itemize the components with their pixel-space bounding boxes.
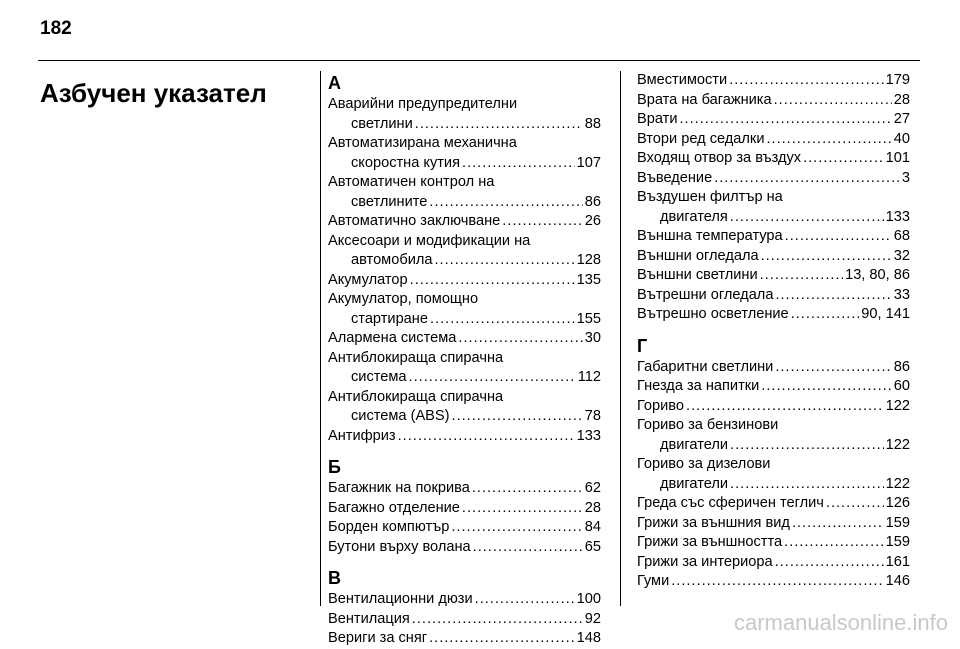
dot-leader bbox=[775, 553, 884, 573]
index-entry-page: 122 bbox=[885, 475, 910, 492]
index-entry bbox=[637, 305, 910, 325]
dot-leader bbox=[502, 212, 582, 232]
dot-leader bbox=[714, 169, 900, 189]
index-entry-page: 86 bbox=[584, 193, 601, 210]
index-entry-term: Антифриз bbox=[328, 427, 396, 444]
index-entry-page: 65 bbox=[584, 538, 601, 555]
index-entry-term: Багажно отделение bbox=[328, 499, 460, 516]
dot-leader bbox=[462, 154, 575, 174]
index-entry bbox=[637, 130, 910, 150]
dot-leader bbox=[730, 475, 884, 495]
index-entry-term: Антиблокираща спирачна bbox=[328, 349, 504, 366]
dot-leader bbox=[729, 71, 884, 91]
index-column-2 bbox=[637, 71, 910, 592]
index-entry-page: 133 bbox=[885, 208, 910, 225]
index-entry bbox=[637, 188, 910, 227]
index-entry-page: 86 bbox=[893, 358, 910, 375]
index-entry-page: 90, 141 bbox=[861, 306, 910, 322]
dot-leader bbox=[472, 479, 583, 499]
dot-leader bbox=[775, 358, 891, 378]
dot-leader bbox=[679, 110, 891, 130]
index-entry bbox=[637, 553, 910, 573]
dot-leader bbox=[415, 115, 583, 135]
index-entry-page: 159 bbox=[885, 514, 910, 531]
index-entry-page: 33 bbox=[893, 286, 910, 303]
index-entry-term: Алармена система bbox=[328, 330, 457, 346]
index-entry-term: Автоматичен контрол на bbox=[328, 174, 495, 190]
index-entry-page: 100 bbox=[576, 591, 601, 607]
index-entry bbox=[328, 95, 601, 134]
index-entry-page: 26 bbox=[584, 213, 601, 229]
index-entry bbox=[328, 349, 601, 388]
index-entry-term: Врата на багажника bbox=[637, 91, 772, 108]
dot-leader bbox=[409, 368, 576, 388]
index-entry-page: 32 bbox=[893, 247, 910, 264]
index-entry-term: Въведение bbox=[637, 169, 713, 186]
index-entry bbox=[328, 590, 601, 610]
index-entry bbox=[637, 572, 910, 592]
index-entry-term: Гориво за бензинови bbox=[637, 417, 779, 433]
index-entry-term: Грижи за външността bbox=[637, 534, 783, 550]
dot-leader bbox=[429, 629, 575, 649]
index-entry-term-continued: автомобила bbox=[351, 252, 433, 268]
index-letter-heading: А bbox=[328, 73, 341, 93]
index-entry-term: Въздушен филтър на bbox=[637, 189, 783, 205]
index-entry-page: 122 bbox=[885, 397, 910, 414]
dot-leader bbox=[429, 193, 582, 213]
index-entry bbox=[328, 610, 601, 630]
index-entry bbox=[637, 91, 910, 111]
index-entry bbox=[637, 247, 910, 267]
dot-leader bbox=[458, 329, 582, 349]
index-entry bbox=[328, 212, 601, 232]
index-entry bbox=[328, 232, 601, 271]
index-entry-term: Акумулатор, помощно bbox=[328, 291, 479, 307]
index-entry bbox=[637, 358, 910, 378]
index-entry-page: 62 bbox=[584, 480, 601, 496]
index-entry-term: Гуми bbox=[637, 573, 670, 589]
dot-leader bbox=[434, 251, 574, 271]
index-entry bbox=[328, 499, 601, 519]
index-entry-term: Габаритни светлини bbox=[637, 358, 774, 375]
index-entry-term: Гнезда за напитки bbox=[637, 378, 760, 394]
index-entry-term-continued: светлини bbox=[351, 115, 413, 132]
index-entry-term-continued: скоростна кутия bbox=[351, 154, 460, 171]
index-entry-term: Аксесоари и модификации на bbox=[328, 232, 531, 249]
index-entry-page: 126 bbox=[885, 495, 910, 511]
dot-leader bbox=[803, 149, 884, 169]
dot-leader bbox=[430, 310, 575, 330]
index-entry-page: 101 bbox=[885, 150, 910, 166]
column-divider bbox=[320, 71, 321, 606]
dot-leader bbox=[475, 590, 575, 610]
index-entry-term: Врати bbox=[637, 111, 678, 127]
index-entry bbox=[637, 286, 910, 306]
index-entry-term: Грижи за интериора bbox=[637, 553, 773, 570]
index-entry-term: Автоматично заключване bbox=[328, 213, 501, 229]
index-letter-heading: Г bbox=[637, 335, 648, 356]
index-entry-page: 13, 80, 86 bbox=[845, 267, 910, 283]
index-entry-page: 27 bbox=[893, 111, 910, 127]
index-entry-term: Вентилация bbox=[328, 610, 410, 627]
index-entry-term: Греда със сферичен теглич bbox=[637, 495, 824, 511]
dot-leader bbox=[766, 130, 891, 150]
index-entry-term: Вентилационни дюзи bbox=[328, 591, 473, 607]
dot-leader bbox=[784, 533, 884, 553]
index-entry bbox=[637, 416, 910, 455]
index-entry bbox=[637, 266, 910, 286]
index-entry-term: Аварийни предупредителни bbox=[328, 96, 518, 112]
index-entry bbox=[328, 290, 601, 329]
index-entry-page: 159 bbox=[885, 534, 910, 550]
index-entry-page: 107 bbox=[576, 154, 601, 171]
index-entry bbox=[637, 71, 910, 91]
index-entry-page: 133 bbox=[576, 427, 601, 444]
index-entry-page: 28 bbox=[584, 499, 601, 516]
index-entry-term: Бутони върху волана bbox=[328, 538, 471, 555]
index-entry bbox=[328, 538, 601, 558]
index-entry-page: 40 bbox=[893, 130, 910, 147]
dot-leader bbox=[671, 572, 883, 592]
index-letter-heading: В bbox=[328, 568, 341, 588]
index-entry-term: Вътрешни огледала bbox=[637, 286, 774, 303]
dot-leader bbox=[775, 286, 891, 306]
index-entry-page: 155 bbox=[576, 310, 601, 327]
index-entry bbox=[328, 271, 601, 291]
index-entry bbox=[328, 134, 601, 173]
index-entry-page: 30 bbox=[584, 330, 601, 346]
index-entry bbox=[328, 479, 601, 499]
index-entry bbox=[637, 377, 910, 397]
index-entry-page: 179 bbox=[885, 72, 910, 88]
index-entry-term-continued: двигатели bbox=[660, 436, 729, 453]
dot-leader bbox=[452, 407, 583, 427]
index-entry-page: 84 bbox=[584, 519, 601, 535]
index-entry-page: 128 bbox=[576, 252, 601, 268]
index-entry-term: Грижи за външния вид bbox=[637, 514, 790, 531]
index-entry bbox=[328, 518, 601, 538]
index-entry-page: 88 bbox=[584, 115, 601, 132]
index-column-1 bbox=[328, 71, 601, 649]
index-entry-page: 112 bbox=[577, 369, 601, 385]
index-entry-term: Автоматизирана механична bbox=[328, 135, 517, 151]
dot-leader bbox=[785, 227, 892, 247]
index-entry-term: Втори ред седалки bbox=[637, 130, 765, 147]
dot-leader bbox=[686, 397, 884, 417]
index-letter-heading: Б bbox=[328, 457, 341, 477]
dot-leader bbox=[791, 305, 860, 325]
index-entry-term: Гориво за дизелови bbox=[637, 456, 771, 472]
watermark: carmanualsonline.info bbox=[733, 610, 948, 635]
index-entry-page: 148 bbox=[576, 630, 601, 646]
index-entry-term-continued: двигателя bbox=[660, 208, 728, 225]
index-entry-term: Багажник на покрива bbox=[328, 480, 470, 496]
index-entry bbox=[637, 514, 910, 534]
index-entry-term: Външни огледала bbox=[637, 247, 759, 264]
index-entry-term: Външни светлини bbox=[637, 267, 758, 283]
index-entry bbox=[637, 169, 910, 189]
index-entry-term: Външна температура bbox=[637, 228, 783, 244]
index-entry-page: 92 bbox=[584, 610, 601, 627]
index-entry-term: Антиблокираща спирачна bbox=[328, 388, 504, 405]
dot-leader bbox=[473, 538, 583, 558]
dot-leader bbox=[730, 436, 884, 456]
dot-leader bbox=[760, 266, 843, 286]
index-entry bbox=[637, 227, 910, 247]
index-entry-term: Вериги за сняг bbox=[328, 630, 428, 646]
index-entry-term: Вместимости bbox=[637, 72, 728, 88]
dot-leader bbox=[412, 610, 583, 630]
dot-leader bbox=[774, 91, 892, 111]
index-entry-term-continued: стартиране bbox=[351, 310, 428, 327]
header-rule bbox=[38, 60, 920, 61]
index-entry bbox=[328, 427, 601, 447]
index-entry-page: 146 bbox=[885, 573, 910, 589]
index-entry bbox=[637, 533, 910, 553]
dot-leader bbox=[730, 208, 884, 228]
dot-leader bbox=[761, 377, 891, 397]
dot-leader bbox=[451, 518, 582, 538]
index-entry bbox=[328, 388, 601, 427]
index-entry bbox=[328, 329, 601, 349]
index-entry-term: Входящ отвор за въздух bbox=[637, 150, 802, 166]
index-entry-page: 161 bbox=[885, 553, 910, 570]
dot-leader bbox=[462, 499, 583, 519]
index-entry-page: 68 bbox=[893, 228, 910, 244]
index-entry-page: 60 bbox=[893, 378, 910, 394]
index-entry bbox=[328, 629, 601, 649]
dot-leader bbox=[792, 514, 884, 534]
index-entry bbox=[637, 149, 910, 169]
column-divider bbox=[620, 71, 621, 606]
dot-leader bbox=[398, 427, 575, 447]
index-entry bbox=[328, 173, 601, 212]
index-entry-term: Вътрешно осветление bbox=[637, 306, 789, 322]
index-entry-term-continued: светлините bbox=[351, 193, 428, 210]
index-entry-term-continued: система (ABS) bbox=[351, 408, 450, 424]
index-entry-term-continued: система bbox=[351, 369, 407, 385]
dot-leader bbox=[410, 271, 575, 291]
index-entry-page: 78 bbox=[584, 408, 601, 424]
index-entry-page: 122 bbox=[885, 436, 910, 453]
index-entry bbox=[637, 397, 910, 417]
index-entry-page: 28 bbox=[893, 91, 910, 108]
index-title: Азбучен указател bbox=[40, 78, 267, 108]
index-entry-term: Гориво bbox=[637, 397, 685, 414]
index-entry-page: 135 bbox=[576, 271, 601, 288]
index-entry bbox=[637, 455, 910, 494]
index-entry bbox=[637, 110, 910, 130]
index-entry bbox=[637, 494, 910, 514]
dot-leader bbox=[826, 494, 884, 514]
index-entry-term: Акумулатор bbox=[328, 271, 408, 288]
index-entry-term-continued: двигатели bbox=[660, 475, 729, 492]
page-number: 182 bbox=[40, 18, 72, 39]
dot-leader bbox=[761, 247, 892, 267]
index-entry-page: 3 bbox=[901, 169, 910, 186]
index-entry-term: Борден компютър bbox=[328, 519, 450, 535]
